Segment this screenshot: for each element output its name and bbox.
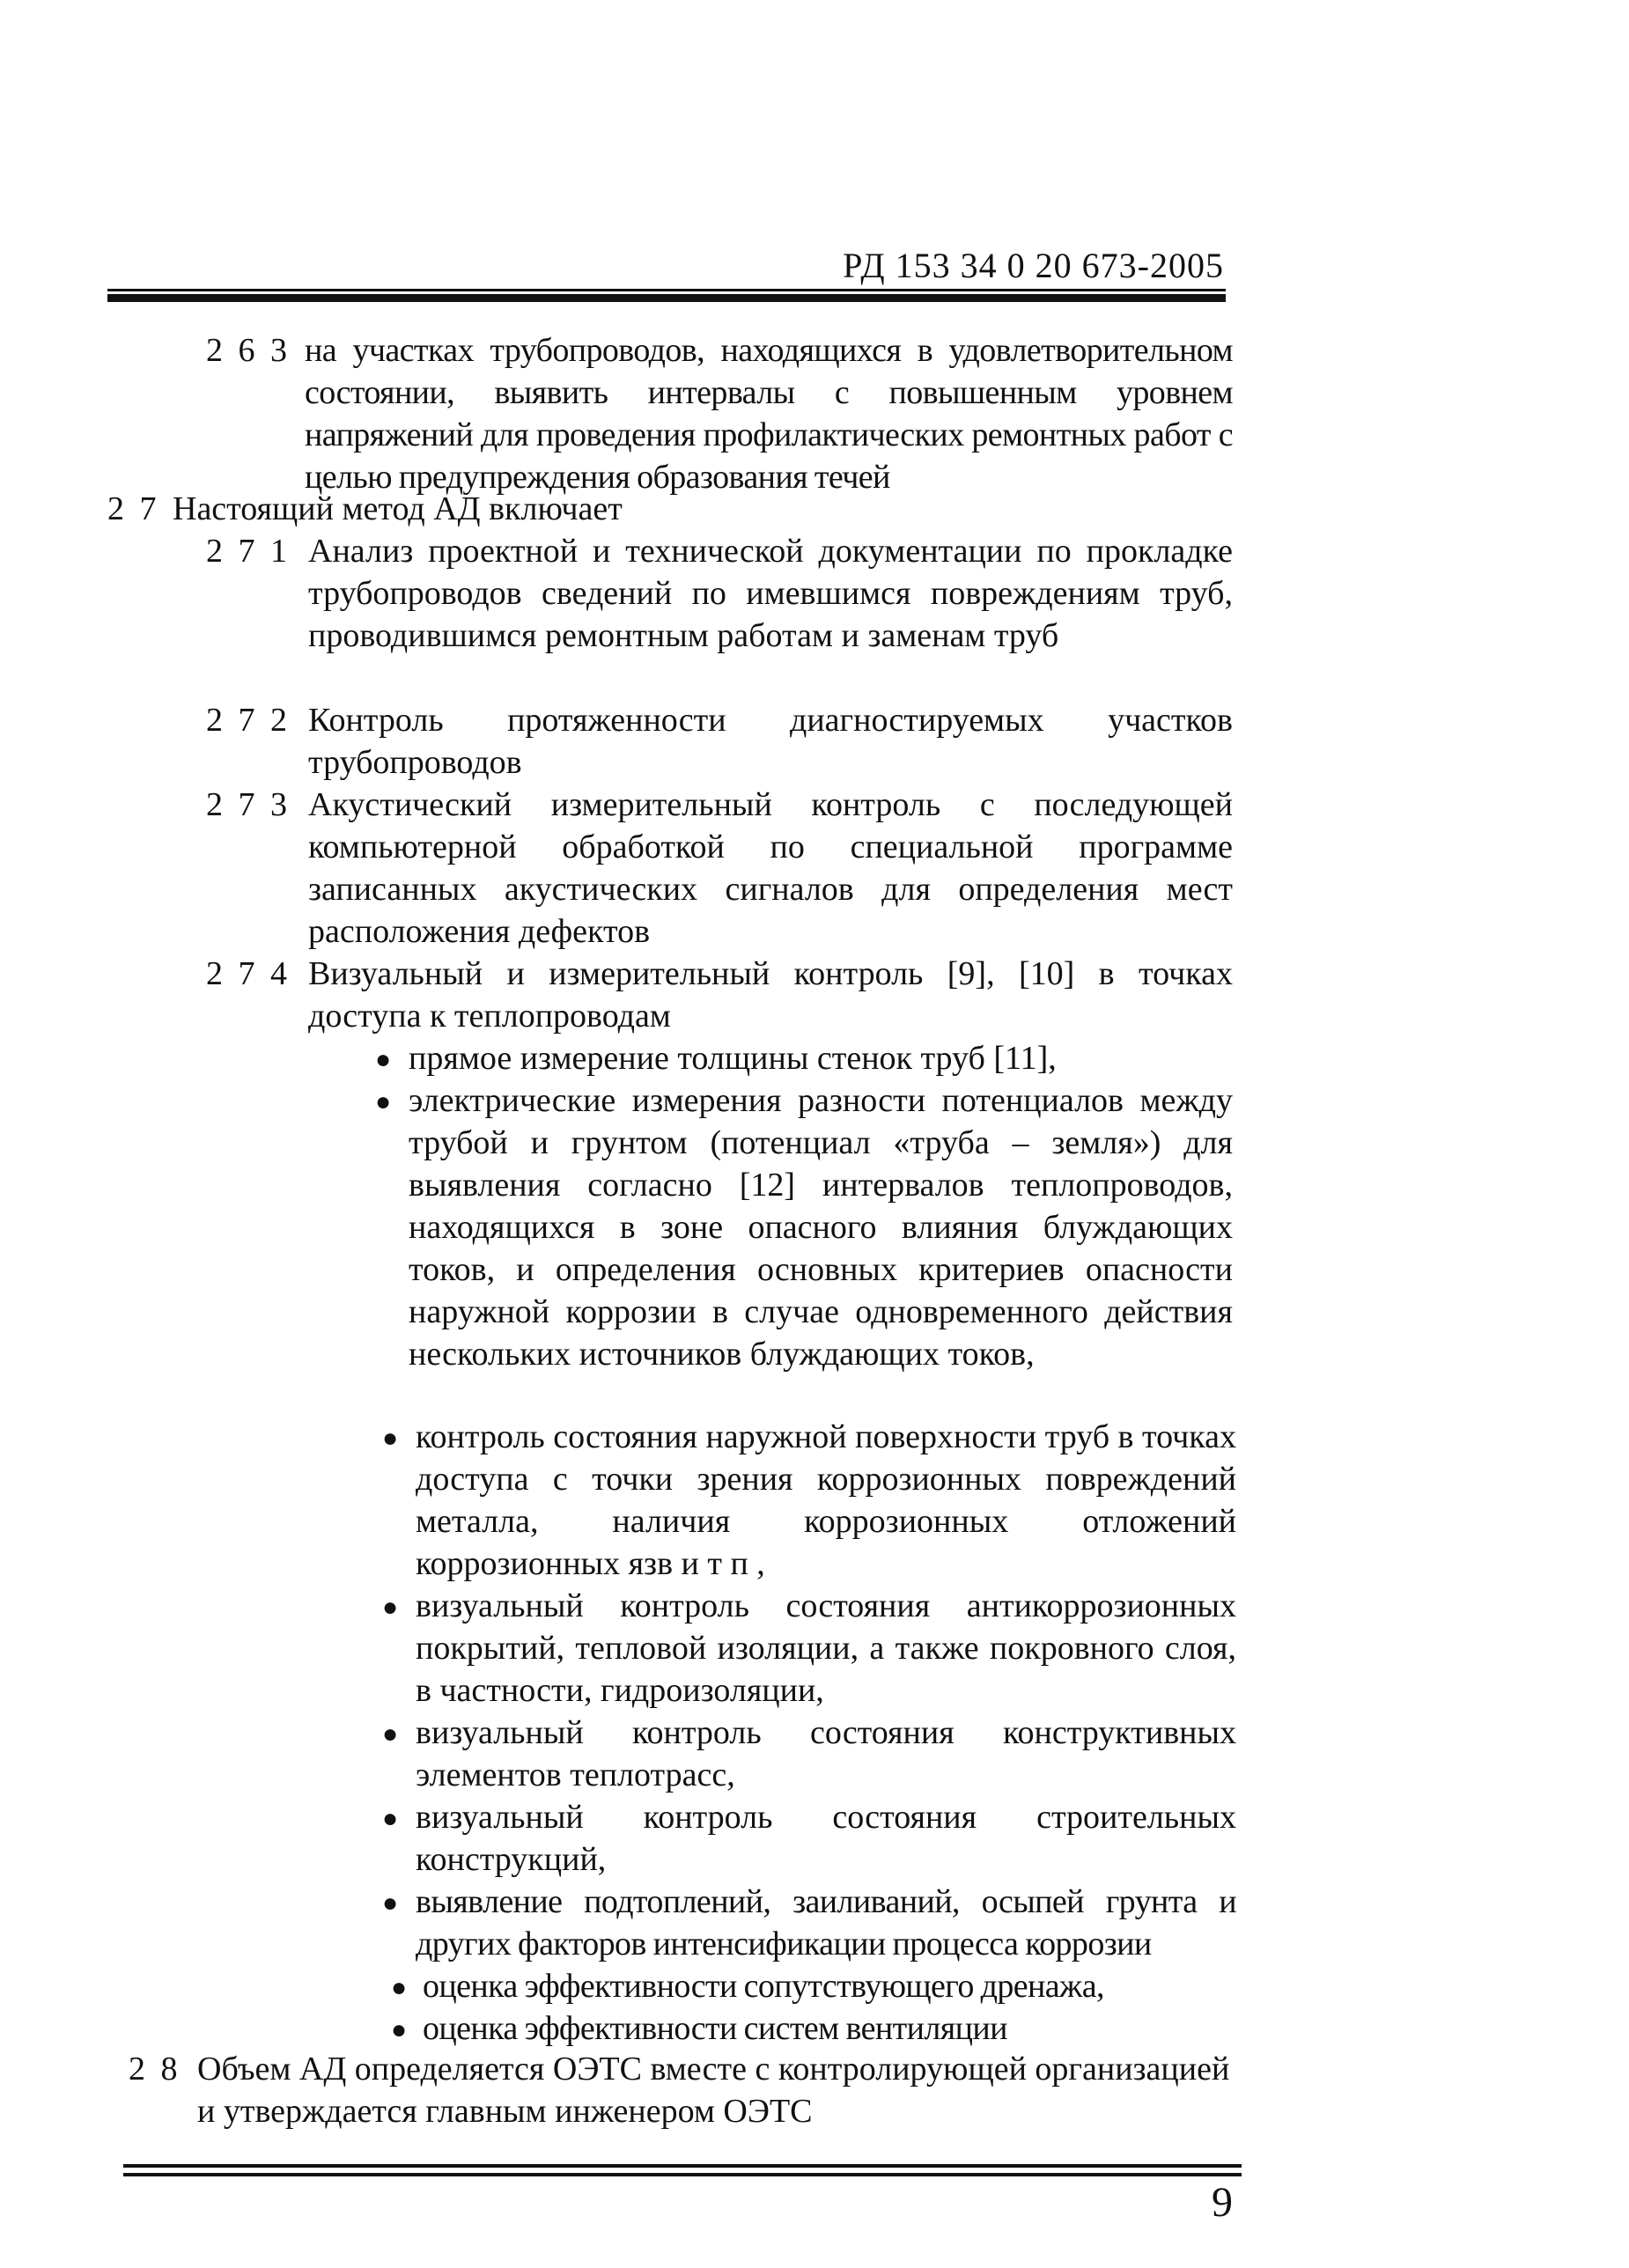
clause-text-2-7-3: Акустический измерительный контроль с последующей компьютерной обработкой по специальной программе записанных акустических сигналов для определения мест расположения дефектов [308,786,1233,950]
clause-text-2-7-4: Визуальный и измерительный контроль [9], [10] в точках доступа к теплопроводам [308,955,1233,1035]
bullet-item-4: визуальный контроль состояния антикоррозионных покрытий, тепловой изоляции, а также покровного слоя, в частности, гидроизоляции, [416,1587,1236,1709]
bullet-item-9: оценка эффективности систем вентиляции [423,2010,1007,2047]
bullet-item-2: электрические измерения разности потенциалов между трубой и грунтом (потенциал «труба – земля») для выявления согласно [12] интервалов теплопроводов, находящихся в зоне опасного влияния блуждающих токов, и определения основных критериев опасности наружной коррозии в случае одновременного действия нескольких источников блуждающих токов, [409,1082,1233,1373]
bullet-dot-icon: ● [391,2015,408,2044]
clause-number-2-7-2: 2 7 2 [206,702,291,739]
clause-text-2-6-3: на участках трубопроводов, находящихся в удовлетворительном состоянии, выявить интервалы с повышенным уровнем напряжений для проведения профилактических ремонтных работ с целью предупреждения образования течей [305,332,1233,496]
clause-text-2-7-1: Анализ проектной и технической документации по прокладке трубопроводов сведений по имевшимся повреждениям труб, проводившимся ремонтным работам и заменам труб [308,533,1233,654]
bullet-item-1: прямое измерение толщины стенок труб [11], [409,1040,1057,1077]
bullet-item-6: визуальный контроль состояния строительных конструкций, [416,1799,1236,1878]
bullet-dot-icon: ● [382,1719,399,1749]
clause-number-2-7-1: 2 7 1 [206,533,291,570]
bullet-dot-icon: ● [382,1804,399,1833]
header-rule-thick [107,294,1226,302]
clause-number-2-7-4: 2 7 4 [206,955,291,992]
document-code: РД 153 34 0 20 673-2005 [843,246,1224,285]
bullet-item-3: контроль состояния наружной поверхности труб в точках доступа с точки зрения коррозионных повреждений металла, наличия коррозионных отложений коррозионных язв и т п , [416,1418,1236,1582]
bullet-dot-icon: ● [375,1087,392,1116]
clause-text-2-8: Объем АД определяется ОЭТС вместе с контролирующей организацией и утверждается главным инженером ОЭТС [197,2051,1230,2130]
bullet-dot-icon: ● [375,1045,392,1074]
footer-rule-top [123,2164,1242,2168]
bullet-dot-icon: ● [382,1593,399,1622]
footer-rule-bottom [123,2173,1242,2176]
bullet-dot-icon: ● [391,1973,408,2002]
bullet-item-5: визуальный контроль состояния конструктивных элементов теплотрасс, [416,1714,1236,1793]
clause-number-2-8: 2 8 [129,2051,181,2088]
clause-number-2-7-3: 2 7 3 [206,786,291,823]
clause-number-2-6-3: 2 6 3 [206,332,291,369]
bullet-item-7: выявление подтоплений, заиливаний, осыпей грунта и других факторов интенсификации процесса коррозии [416,1883,1236,1962]
clause-text-2-7: Настоящий метод АД включает [173,490,623,527]
header-rule-thin [107,289,1226,291]
bullet-dot-icon: ● [382,1889,399,1918]
clause-text-2-7-2: Контроль протяженности диагностируемых участков трубопроводов [308,702,1233,781]
page-number: 9 [1212,2179,1233,2226]
clause-number-2-7: 2 7 [107,490,160,527]
bullet-item-8: оценка эффективности сопутствующего дренажа, [423,1968,1104,2005]
bullet-dot-icon: ● [382,1424,399,1453]
